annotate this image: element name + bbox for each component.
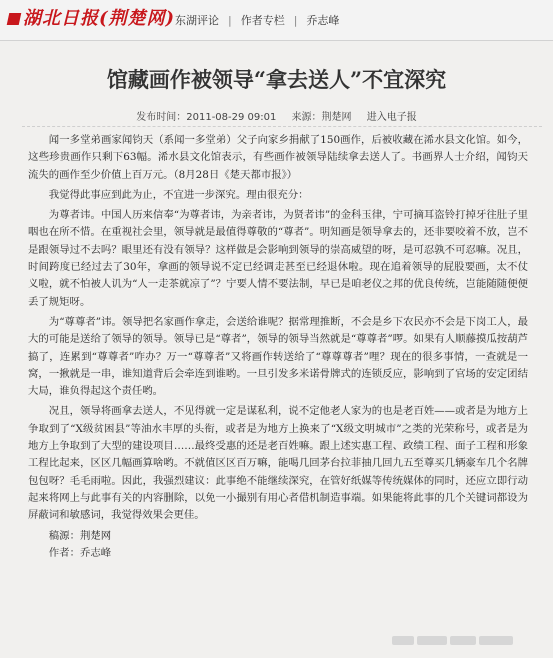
- paragraph: 我觉得此事应到此为止，不宜进一步深究。理由很充分：: [48, 188, 309, 201]
- meta-divider: [22, 126, 542, 127]
- article-title: 馆藏画作被领导“拿去送人”不宜深究: [106, 67, 447, 92]
- article-source: 来源：荆楚网: [291, 112, 352, 123]
- paragraph: 闻一多堂弟画家闻钧天（系闻一多堂弟）父子向家乡捐献了150画作，后被收藏在浠水县文化馆。如今，这些珍贵画作只剩下63幅。浠水县文化馆表示，有些画作被领导陆续拿去送人了。书画界人士介绍，闻钧天流失的画作至少价值上百万元。（8月28日《楚天都市报》）: [28, 134, 528, 181]
- site-header: [0, 0, 553, 41]
- article-body: [28, 132, 528, 562]
- paragraph: 况且，领导将画拿去送人，不见得就一定是谋私利，说不定他老人家为的也是老百姓——或者是为地方上争取到了“X级贫困县”等油水丰厚的头衔，或者是为地方上换来了“X级文明城市”之类的光荣称号，或者是为地方上争取到了大型的建设项目……最终受惠的还是老百姓嘛。跟上述实惠工程、政绩工程、面子工程和形象工程比起来，区区几幅画算啥哟。不就值区区百万嘛，能喝几回茅台拉菲抽几回九五至尊买几辆豪车几个名牌包包呀？毛毛雨啦。因此，我强烈建议：此事绝不能继续深究，在管好纸媒等传统媒体的同时，还应立即行动起来将网上与此事有关的内容删除，以免一小撮别有用心者借机制造事端。如果能将此事的几个关键词都设为屏蔽词和敏感词，我觉得效果会更佳。: [28, 405, 528, 522]
- article-meta: [0, 108, 553, 123]
- breadcrumb-separator: |: [293, 14, 298, 27]
- paragraph: 为尊者讳。中国人历来信奉“为尊者讳，为亲者讳，为贤者讳”的金科玉律，宁可摘耳盗铃打掉牙往肚子里咽也在所不惜。在重视社会里，领导就是最值得尊敬的“尊者”。明知画是领导拿去的，还非要咬着不放，岂不是跟领导过不去吗？眼里还有没有领导？这样做是会影响到领导的崇高威望的呀，是可忍孰不可忍嘛。况且，时间跨度已经过去了30年，拿画的领导说不定已经调走甚至已经退休啦。现在追着领导的屁股要画，太不仗义啦，就不怕被人讥为“人一走茶就凉了”？宁要人情不要法制，早已是咱老仪之邦的优良传统，岂能随随便便丢了规矩呀。: [28, 209, 528, 308]
- paragraph: 为“尊尊者”讳。领导把名家画作拿走，会送给谁呢？据常理推断，不会是乡下农民亦不会是下岗工人，最大的可能是送给了领导的领导。领导已是“尊者”，领导的领导当然就是“尊尊者”啰。如果有人顺藤摸瓜按葫芦搞了，连累到“尊尊者”咋办？万一“尊尊者”又将画作转送给了“尊尊尊者”哩？现在的很多事情，一查就是一窝，一揪就是一串，谁知道背后会牵连到谁哟。一旦引发多米诺骨牌式的连锁反应，影响到了官场的安定团结大局，谁负得起这个责任哟。: [28, 315, 528, 398]
- publish-time: 发布时间：2011-08-29 09:01: [136, 112, 277, 123]
- breadcrumb: [175, 12, 339, 28]
- breadcrumb-separator: |: [228, 14, 232, 27]
- breadcrumb-item-author[interactable]: 乔志峰: [306, 14, 340, 27]
- breadcrumb-item-comment[interactable]: 东湖评论: [175, 14, 219, 27]
- epaper-link[interactable]: 进入电子报: [366, 112, 417, 123]
- logo-icon: [7, 13, 22, 25]
- article-editor: 稿源：荆楚网: [48, 529, 112, 542]
- breadcrumb-item-columns[interactable]: 作者专栏: [240, 14, 285, 27]
- blurred-watermark: [392, 630, 542, 644]
- article-author: 作者：乔志峰: [48, 546, 112, 559]
- logo-text: 湖北日报(荆楚网): [23, 8, 176, 29]
- site-logo[interactable]: [8, 6, 176, 32]
